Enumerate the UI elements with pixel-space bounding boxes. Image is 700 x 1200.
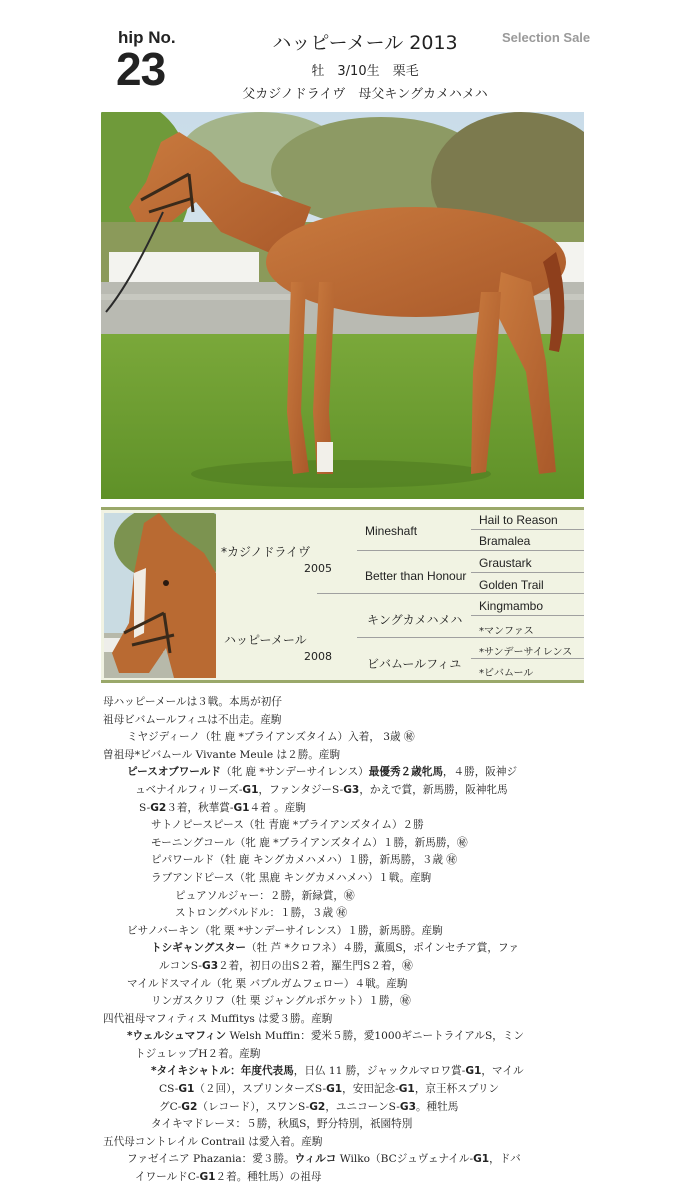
ped-divider [357,550,584,551]
family-line-text: ４着 。産駒 [249,801,306,814]
family-line-bold: *タイキシャトル [151,1065,231,1078]
sire-line: 父カジノドライヴ 母父キングカメハメハ [242,87,488,102]
ped-g3-6: *マンファス [479,626,534,637]
horse-head-photo [104,513,216,678]
family-line-bold: ウィルコ [294,1153,337,1166]
family-line: タイキマドレーヌ：５勝，秋風S，野分特別，祇園特別 [151,1118,413,1131]
family-line [103,782,583,800]
family-line [103,1081,583,1099]
family-line-text: ，安田記念- [342,1083,399,1096]
family-line-text: ，マイル [481,1065,524,1078]
family-line: 四代祖母マフィティス Muffitys は愛３勝。産駒 [103,1012,333,1025]
family-line [103,764,583,782]
family-line-text: グC- [159,1100,182,1113]
ped-g3-5: Kingmambo [479,599,544,613]
family-line-bold: ピースオブワールド [127,766,221,779]
grade: G1 [465,1065,482,1078]
family-line: 五代母コントレイル Contrail は愛入着。産駒 [103,1135,323,1148]
ped-g3-7: *サンデーサイレンス [479,647,573,658]
grade: G1 [178,1083,195,1096]
family-record [103,694,583,1187]
family-line-text: ファゼイニア Phazania：愛３勝。 [127,1153,295,1166]
grade: G1 [398,1083,415,1096]
family-line-bold: 最優秀２歳牝馬 [368,766,443,779]
family-line: ビサノバーキン（牝 栗 *サンデーサイレンス）１勝，新馬勝。産駒 [127,924,443,937]
family-line: ピパワールド（牡 鹿 キングカメハメハ）１勝，新馬勝，３歳 ㊙ [151,854,457,867]
ped-dam-year: 2008 [304,650,332,663]
hip-number: 23 [116,43,166,95]
grade: G3 [399,1100,416,1113]
family-line-text: S- [139,801,151,814]
family-line-text: （レコード），スワンS- [197,1100,310,1113]
grade: G2 [181,1100,198,1113]
family-line-text: ，４勝，阪神ジ [442,766,518,779]
family-line [103,1063,583,1081]
ped-divider [471,615,584,616]
ped-divider [357,637,584,638]
ped-g3-1: Hail to Reason [479,513,558,527]
family-line [103,940,583,958]
ped-g3-2: Bramalea [479,534,531,548]
family-line-text: ，かえで賞，新馬勝，阪神牝馬 [359,783,508,796]
family-line [103,1169,583,1187]
grade: G3 [202,959,219,972]
family-line-text: ３着，秋華賞- [166,801,234,814]
family-line-text: ，日仏 11 勝，ジャックルマロワ賞- [293,1065,466,1078]
family-line-text: ，ドバ [489,1153,521,1166]
grade: G1 [473,1153,490,1166]
grade: G1 [326,1083,343,1096]
ped-g3-3: Graustark [479,556,532,570]
grade: G3 [343,783,360,796]
family-line-text: Welsh Muffin：愛米５勝，愛1000ギニートライアルS，ミン [226,1030,525,1043]
ped-sire: *カジノドライヴ [221,545,311,559]
ped-dam: ハッピーメール [224,633,307,647]
family-line: リンガスクリフ（牡 栗 ジャングルポケット）１勝，㊙ [151,995,411,1008]
family-line: モーニングコール（牝 鹿 *ブライアンズタイム）１勝，新馬勝，㊙ [151,836,468,849]
family-line [103,800,583,818]
family-line: 母ハッピーメールは３戦。本馬が初仔 [103,696,282,708]
family-line [103,1028,583,1046]
family-line-text: ２着。種牡馬）の祖母 [215,1171,322,1184]
family-line-bold: *ウェルシュマフィン [127,1030,227,1043]
family-line-text: （２回），スプリンターズS- [194,1083,327,1096]
family-line-text: イワールドC- [135,1171,200,1184]
family-line-text: ２着，初日の出S２着，羅生門S２着，㊙ [218,959,413,972]
family-line [103,958,583,976]
family-line: ピュアソルジャー：２勝，新緑賞，㊙ [175,889,355,902]
family-line: ストロングバルドル：１勝，３歳 ㊙ [175,907,348,920]
family-line-text: ，ユニコーンS- [325,1100,400,1113]
family-line-text: 。種牡馬 [415,1100,459,1113]
ped-divider [471,572,584,573]
family-line: ミヤジディーノ（牡 鹿 *ブライアンズタイム）入着， 3歳 ㊙ [127,731,415,744]
family-line-text: ュベナイルフィリーズ- [135,783,243,796]
family-line-text: Wilko（BCジュヴェナイル- [336,1153,474,1166]
family-line-text: ルコンS- [159,959,203,972]
family-line-text: CS- [159,1083,179,1096]
grade: G2 [150,801,167,814]
family-line-text: （牡 芦 *クロフネ）４勝，薫風S，ポインセチア賞，ファ [246,942,519,955]
grade: G1 [242,783,259,796]
ped-sire-year: 2005 [304,562,332,575]
family-line-text: ，京王杯スプリン [414,1083,500,1096]
ped-g3-8: *ビバムール [479,668,534,679]
grade: G2 [309,1100,326,1113]
ped-sire-dam: Better than Honour [365,569,467,583]
ped-sire-sire: Mineshaft [365,524,418,538]
ped-dam-sire: キングカメハメハ [367,613,463,627]
family-line-bold: ：年度代表馬 [230,1065,294,1078]
ped-divider [471,529,584,530]
family-line-text: ，ファンタジーS- [258,783,344,796]
family-line: サトノピースピース（牡 青鹿 *ブライアンズタイム）２勝 [151,819,424,832]
grade: G1 [199,1171,216,1184]
family-line: トジュレップH２着。産駒 [135,1047,261,1060]
family-line: ラブアンドピース（牝 黒鹿 キングカメハメハ）１戦。産駒 [151,871,432,884]
family-line: マイルドスマイル（牝 栗 バブルガムフェロー）４戦。産駒 [127,977,408,990]
horse-photo [101,112,584,499]
ped-divider-main [317,593,584,594]
ped-divider [471,658,584,659]
family-line: 祖母ビバムールフィユは不出走。産駒 [103,713,282,726]
family-line [103,1151,583,1169]
horse-details: 牡 3/10生 栗毛 [311,64,419,79]
grade: G1 [233,801,250,814]
family-line-bold: トシギャングスター [151,942,247,955]
family-line: 曽祖母*ビバムール Vivante Meule は２勝。産駒 [103,748,341,761]
hip-label: hip No. [118,28,176,47]
sale-name: Selection Sale [502,30,591,45]
ped-g3-4: Golden Trail [479,578,544,592]
family-line-text: （牝 鹿 *サンデーサイレンス） [220,766,369,779]
horse-title: ハッピーメール 2013 [272,32,458,54]
pedigree-table [101,507,584,683]
ped-dam-dam: ビバムールフィユ [367,657,462,671]
family-line [103,1099,583,1117]
